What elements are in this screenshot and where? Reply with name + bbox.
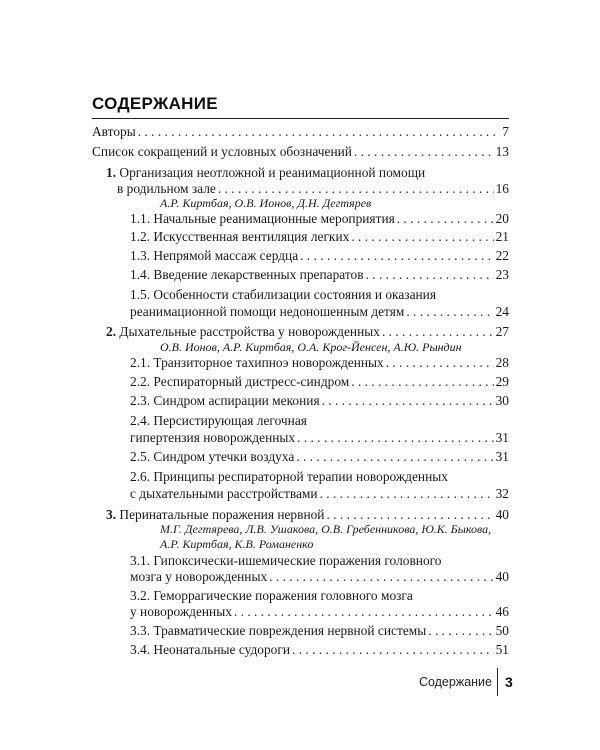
toc-entry-title: Авторы [92,124,136,139]
toc-entry-abbreviations[interactable] [92,144,509,160]
toc-entry-title: 1.3. Непрямой массаж сердца [130,248,299,263]
toc-page-number: 20 [495,211,509,226]
dot-leader [351,229,493,245]
dot-leader [428,623,493,639]
toc-entry-title: 3.3. Травматические повреждения нервной системы [130,623,427,638]
toc-section-1-4[interactable] [130,267,509,283]
page-title: СОДЕРЖАНИЕ [92,94,218,113]
toc-entry-title [106,507,324,523]
toc-entry-title: 2.3. Синдром аспирации мекония [130,393,320,408]
toc-section-1-5[interactable] [130,304,509,320]
toc-page-number: 13 [495,144,509,159]
toc-section-2-5[interactable] [130,449,509,465]
toc-entry-title: 2.1. Транзиторное тахипноэ новорожденных [130,355,384,370]
dot-leader [320,486,494,502]
dot-leader [354,144,494,160]
toc-entry-title [106,324,380,340]
dot-leader [351,374,493,390]
toc-entry-title: 1.5. Особенности стабилизации состояния и оказания [130,287,437,302]
toc-page-number: 51 [495,642,509,657]
toc-entry-title: у новорожденных [130,604,232,619]
dot-leader [300,248,493,264]
toc-entry-title: 2.2. Респираторный дистресс-синдром [130,374,350,389]
toc-page-number: 31 [495,430,509,445]
toc-entry-title: 3.4. Неонатальные судороги [130,642,291,657]
dot-leader [138,124,501,140]
toc-page-number: 23 [495,267,509,282]
toc-section-2-3[interactable] [130,393,509,409]
toc-entry-title: мозга у новорожденных [130,569,268,584]
toc-page-number: 22 [495,248,509,263]
toc-section-2-6-line1[interactable] [130,469,448,485]
dot-leader [406,304,493,320]
toc-page-number: 27 [495,324,509,339]
dot-leader [366,267,494,283]
chapter-authors-line2: А.Р. Киртбая, К.В. Романенко [160,537,314,551]
toc-page-number: 29 [495,374,509,389]
toc-section-1-3[interactable] [130,248,509,264]
dot-leader [382,324,494,340]
toc-section-3-3[interactable] [130,623,509,639]
page-number: 3 [505,674,513,690]
dot-leader [292,642,494,658]
dot-leader [322,393,494,409]
toc-section-2-4-line1[interactable] [130,413,307,429]
chapter-number: 3. [106,507,117,522]
footer-divider [497,668,498,696]
dot-leader [296,449,493,465]
toc-section-2-4[interactable] [130,430,509,446]
chapter-authors: А.Р. Киртбая, О.В. Ионов, Д.Н. Дегтярев [160,196,372,210]
toc-section-2-6[interactable] [130,486,509,502]
chapter-number: 1. [106,165,117,180]
toc-entry-title: 1.4. Введение лекарственных препаратов [130,267,364,282]
toc-entry-title: с дыхательными расстройствами [130,486,318,501]
toc-entry-authors[interactable] [92,124,509,140]
toc-section-3-4[interactable] [130,642,509,658]
toc-entry-title: 3.2. Геморрагические поражения головного мозга [130,588,413,603]
running-footer-label: Содержание [418,675,492,689]
toc-entry-title: 2.5. Синдром утечки воздуха [130,449,295,464]
toc-entry-title: Организация неотложной и реанимационной помощи [119,165,426,180]
dot-leader [234,604,494,620]
toc-section-2-2[interactable] [130,374,509,390]
dot-leader [269,569,493,585]
toc-entry-title: в родильном зале [117,181,216,196]
toc-chapter-3-line1[interactable] [106,507,509,523]
toc-entry-title: 3.1. Гипоксически-ишемические поражения головного [130,553,442,568]
toc-entry-title-text: Перинатальные поражения нервной [119,507,325,522]
toc-entry-title-text: Дыхательные расстройства у новорожденных [119,324,380,339]
toc-page-number: 46 [495,604,509,619]
toc-page-number: 50 [495,623,509,638]
toc-page-number: 28 [495,355,509,370]
toc-page-number: 40 [495,569,509,584]
toc-entry-title: 2.6. Принципы респираторной терапии новорожденных [130,469,448,484]
chapter-number: 2. [106,324,117,339]
toc-page-number: 40 [495,507,509,522]
toc-entry-title: Список сокращений и условных обозначений [92,144,352,159]
toc-page-number: 32 [495,486,509,501]
toc-entry-title: гипертензия новорожденных [130,430,296,445]
toc-page-number: 7 [502,124,509,139]
toc-section-3-1[interactable] [130,569,509,585]
toc-page-number: 16 [495,181,509,196]
dot-leader [397,211,494,227]
dot-leader [326,507,493,523]
chapter-authors: О.В. Ионов, А.Р. Киртбая, О.А. Крог-Йенсен, А.Ю. Рындин [160,340,462,354]
toc-section-1-1[interactable] [130,211,509,227]
toc-chapter-1[interactable] [117,181,509,197]
toc-chapter-2[interactable] [106,324,509,340]
toc-section-1-2[interactable] [130,229,509,245]
toc-entry-title: 1.1. Начальные реанимационные мероприятия [130,211,395,226]
dot-leader [218,181,494,197]
toc-page-number: 21 [495,229,509,244]
toc-page-number: 31 [495,449,509,464]
toc-section-3-2[interactable] [130,604,509,620]
toc-section-2-1[interactable] [130,355,509,371]
toc-page-number: 30 [495,393,509,408]
toc-section-3-2-line1[interactable] [130,588,413,604]
toc-section-1-5-line1[interactable] [130,287,436,303]
toc-section-3-1-line1[interactable] [130,553,442,569]
toc-entry-title: 1.2. Искусственная вентиляция легких [130,229,350,244]
toc-entry-title: 2.4. Персистирующая легочная [130,413,307,428]
toc-page-number: 24 [495,304,509,319]
dot-leader [297,430,494,446]
dot-leader [386,355,494,371]
chapter-authors-line1: М.Г. Дегтярева, Л.В. Ушакова, О.В. Гребенникова, Ю.К. Быкова, [160,522,492,536]
toc-chapter-1-title-line1[interactable] [106,165,425,181]
toc-entry-title: реанимационной помощи недоношенным детям [130,304,405,319]
